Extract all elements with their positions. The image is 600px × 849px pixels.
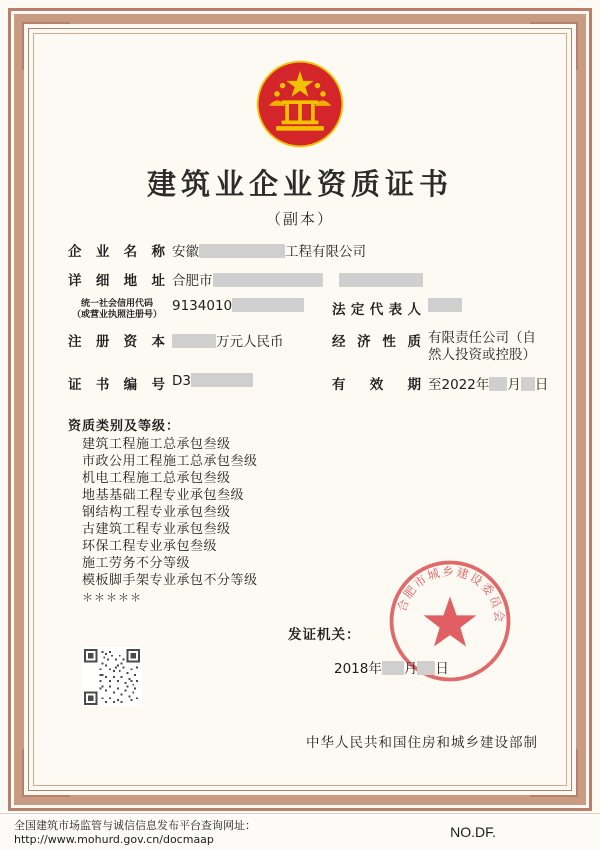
- footer-number-label: NO.DF.: [450, 823, 496, 840]
- legal-rep-group: [332, 298, 538, 318]
- footer-query-text: 全国建筑市场监管与诚信信息发布平台查询网址：http://www.mohurd.gov.cn/docmaap: [14, 819, 256, 846]
- credit-code-label-line1: 统一社会信用代码: [80, 299, 153, 309]
- list-item: 地基基础工程专业承包叁级: [82, 488, 245, 503]
- field-capital: [68, 330, 538, 364]
- certificate-content: [40, 40, 560, 779]
- redaction-bar: [382, 661, 404, 675]
- redaction-bar: [489, 377, 507, 391]
- credit-code-value-text: 9134010: [172, 298, 233, 314]
- footer-bar: [0, 813, 600, 849]
- qualification-end-mark: ＊＊＊＊＊: [82, 591, 142, 604]
- issuing-date-month-suffix: 月: [403, 661, 418, 677]
- list-item: 建筑工程施工总承包叁级: [82, 437, 231, 452]
- legal-rep-value: [428, 298, 538, 318]
- cert-no-label: 证书编号: [68, 377, 166, 393]
- credit-code-label: [68, 298, 172, 321]
- redaction-bar: [417, 661, 435, 675]
- field-cert-no: [68, 373, 549, 393]
- redaction-bar: [191, 373, 253, 387]
- qualification-section: [68, 415, 258, 605]
- cert-no-value-head: D3: [172, 373, 191, 389]
- list-item: 古建筑工程专业承包叁级: [82, 522, 231, 537]
- address-label: 详细地址: [68, 273, 166, 289]
- field-company-name: [68, 240, 538, 260]
- redaction-bar: [172, 334, 216, 348]
- list-item: 钢结构工程专业承包叁级: [82, 505, 231, 520]
- redaction-bar: [428, 298, 462, 312]
- issuing-authority-line: [288, 623, 538, 643]
- issuing-date-line: [288, 657, 538, 677]
- list-item: 机电工程施工总承包叁级: [82, 471, 231, 486]
- redaction-bar: [521, 377, 535, 391]
- company-name-value-tail: 工程有限公司: [285, 244, 366, 260]
- field-list: [68, 240, 549, 402]
- redaction-bar: [199, 244, 285, 258]
- cert-no-value: [172, 373, 548, 393]
- credit-code-label-line2: （或营业执照注册号）: [71, 310, 162, 320]
- issuing-date-day-suffix: 日: [435, 661, 449, 677]
- qr-code-icon: [82, 647, 142, 707]
- company-name-label: 企业名称: [68, 244, 166, 260]
- issuing-authority-label: 发证机关：: [288, 627, 361, 643]
- issuing-block: [288, 623, 538, 691]
- ministry-line: 中华人民共和国住房和城乡建设部制: [306, 735, 538, 751]
- capital-value: [172, 330, 538, 364]
- svg-text:合肥市城乡建设委员会: 合肥市城乡建设委员会: [394, 564, 507, 625]
- field-address: [68, 269, 538, 289]
- capital-label: 注册资本: [68, 334, 166, 350]
- list-item: 环保工程专业承包叁级: [82, 539, 218, 554]
- valid-value-month: 月: [507, 377, 521, 393]
- valid-group: [332, 373, 548, 393]
- credit-code-value: [172, 298, 538, 318]
- issuing-date-year: 2018: [334, 661, 369, 677]
- valid-value-prefix: 至2022年: [428, 377, 490, 393]
- page-subtitle: （副本）: [265, 210, 334, 228]
- national-emblem-icon: [254, 58, 346, 150]
- qualification-title: 资质类别及等级：: [68, 419, 181, 434]
- qualification-list: [68, 436, 258, 589]
- address-value: [172, 269, 538, 289]
- field-credit-code: [68, 298, 538, 321]
- redaction-bar: [232, 298, 304, 312]
- capital-value-tail: 万元人民币: [216, 334, 284, 350]
- list-item: 模板脚手架专业承包不分等级: [82, 573, 258, 588]
- redaction-bar: [213, 273, 323, 287]
- page-title: 建筑业企业资质证书: [146, 167, 453, 201]
- economic-type-group: [332, 330, 538, 364]
- valid-value: [428, 373, 548, 393]
- valid-value-day: 日: [534, 377, 549, 393]
- economic-type-value: 有限责任公司（自然人投资或控股）: [428, 330, 536, 363]
- company-name-value-head: 安徽: [172, 244, 199, 260]
- legal-rep-label: 法定代表人: [332, 302, 422, 318]
- valid-label: 有 效 期: [332, 377, 422, 393]
- economic-type-label: 经济性质: [332, 334, 422, 350]
- address-value-head: 合肥市: [172, 273, 213, 289]
- redaction-bar: [339, 273, 423, 287]
- list-item: 施工劳务不分等级: [82, 556, 191, 571]
- list-item: 市政公用工程施工总承包叁级: [82, 454, 258, 469]
- company-name-value: [172, 240, 538, 260]
- issuing-date-year-suffix: 年: [368, 661, 382, 677]
